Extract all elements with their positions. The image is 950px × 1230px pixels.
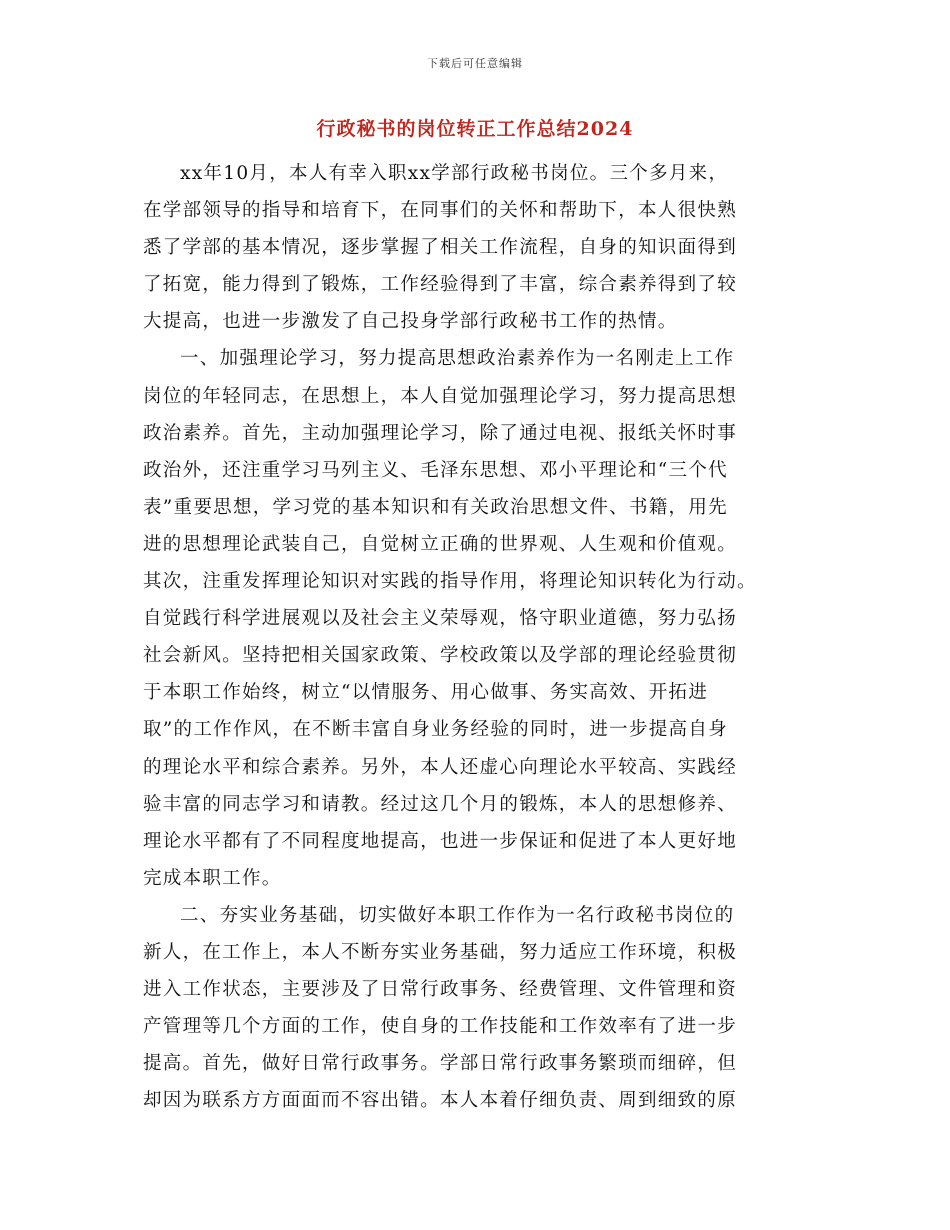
paragraph-section-two bbox=[143, 897, 808, 1120]
paragraph-intro bbox=[143, 155, 808, 340]
text-line: 于本职工作始终，树立“以情服务、用心做事、务实高效、开拓进 bbox=[143, 682, 709, 704]
text-line: 取”的工作作风，在不断丰富自身业务经验的同时，进一步提高自身 bbox=[143, 719, 728, 741]
text-line: 大提高，也进一步激发了自己投身学部行政秘书工作的热情。 bbox=[143, 311, 678, 333]
text-line: 提高。首先，做好日常行政事务。学部日常行政事务繁琐而细碎，但 bbox=[143, 1053, 738, 1075]
text-line: 其次，注重发挥理论知识对实践的指导作用，将理论知识转化为行动。 bbox=[143, 571, 757, 593]
text-line: 完成本职工作。 bbox=[143, 867, 282, 889]
text-line: 政治外，还注重学习马列主义、毛泽东思想、邓小平理论和“三个代 bbox=[143, 459, 728, 481]
text-line: 了拓宽，能力得到了锻炼，工作经验得到了丰富，综合素养得到了较 bbox=[143, 274, 738, 296]
text-line: 在学部领导的指导和培育下，在同事们的关怀和帮助下，本人很快熟 bbox=[143, 200, 738, 222]
text-line: xx年10月，本人有幸入职xx学部行政秘书岗位。三个多月来， bbox=[180, 163, 729, 184]
text-line: 进入工作状态，主要涉及了日常行政事务、经费管理、文件管理和资 bbox=[143, 979, 738, 1001]
text-line: 产管理等几个方面的工作，使自身的工作技能和工作效率有了进一步 bbox=[143, 1016, 738, 1038]
text-line: 一、加强理论学习，努力提高思想政治素养作为一名刚走上工作 bbox=[180, 348, 735, 370]
text-line: 岗位的年轻同志，在思想上，本人自觉加强理论学习，努力提高思想 bbox=[143, 385, 738, 407]
text-line: 新人，在工作上，本人不断夯实业务基础，努力适应工作环境，积极 bbox=[143, 941, 738, 963]
document-title: 行政秘书的岗位转正工作总结2024 bbox=[316, 118, 634, 140]
text-line: 政治素养。首先，主动加强理论学习，除了通过电视、报纸关怀时事 bbox=[143, 422, 738, 444]
header-note: 下载后可任意编辑 bbox=[427, 57, 523, 70]
document-body bbox=[143, 155, 808, 1119]
paragraph-section-one bbox=[143, 340, 808, 896]
text-line: 社会新风。坚持把相关国家政策、学校政策以及学部的理论经验贯彻 bbox=[143, 645, 738, 667]
text-line: 二、夯实业务基础，切实做好本职工作作为一名行政秘书岗位的 bbox=[180, 904, 735, 926]
text-line: 理论水平都有了不同程度地提高，也进一步保证和促进了本人更好地 bbox=[143, 830, 738, 852]
text-line: 却因为联系方方面面而不容出错。本人本着仔细负责、周到细致的原 bbox=[143, 1090, 738, 1112]
text-line: 进的思想理论武装自己，自觉树立正确的世界观、人生观和价值观。 bbox=[143, 533, 738, 555]
text-line: 的理论水平和综合素养。另外，本人还虚心向理论水平较高、实践经 bbox=[143, 756, 738, 778]
text-line: 表”重要思想，学习党的基本知识和有关政治思想文件、书籍，用先 bbox=[143, 496, 728, 518]
text-line: 验丰富的同志学习和请教。经过这几个月的锻炼，本人的思想修养、 bbox=[143, 793, 738, 815]
text-line: 悉了学部的基本情况，逐步掌握了相关工作流程，自身的知识面得到 bbox=[143, 237, 738, 259]
text-line: 自觉践行科学进展观以及社会主义荣辱观，恪守职业道德，努力弘扬 bbox=[143, 608, 738, 630]
